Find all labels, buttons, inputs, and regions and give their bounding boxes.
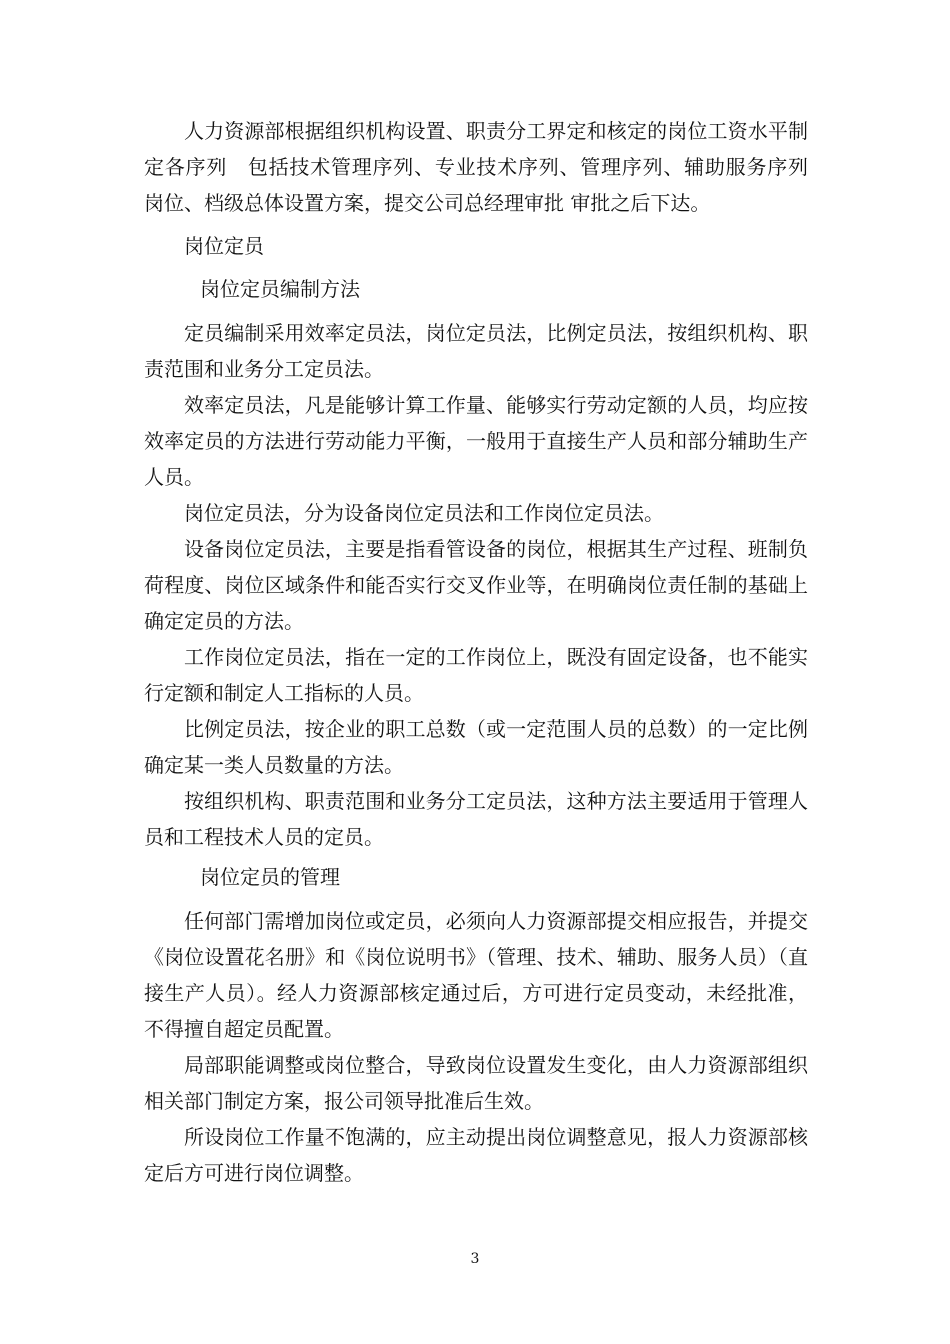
paragraph-work-position-staffing: 工作岗位定员法，指在一定的工作岗位上，既没有固定设备，也不能实行定额和制定人工指标的人员。 bbox=[144, 645, 808, 705]
paragraph-position-staffing: 岗位定员法，分为设备岗位定员法和工作岗位定员法。 bbox=[184, 501, 664, 525]
document-body bbox=[144, 113, 808, 1191]
section-heading-staffing: 岗位定员 bbox=[184, 234, 264, 258]
subsection-heading-staffing-management: 岗位定员的管理 bbox=[200, 865, 340, 889]
paragraph-equipment-position-staffing: 设备岗位定员法，主要是指看管设备的岗位，根据其生产过程、班制负荷程度、岗位区域条件和能否实行交叉作业等，在明确岗位责任制的基础上确定定员的方法。 bbox=[144, 537, 808, 633]
subsection-heading-staffing-methods: 岗位定员编制方法 bbox=[200, 277, 360, 301]
paragraph-position-setup: 人力资源部根据组织机构设置、职责分工界定和核定的岗位工资水平制定各序列 包括技术管理序列、专业技术序列、管理序列、辅助服务序列 岗位、档级总体设置方案，提交公司总经理审批 审批之后下达。 bbox=[144, 119, 808, 215]
paragraph-function-adjustment: 局部职能调整或岗位整合，导致岗位设置发生变化，由人力资源部组织相关部门制定方案，报公司领导批准后生效。 bbox=[144, 1053, 808, 1113]
paragraph-staffing-methods-overview: 定员编制采用效率定员法，岗位定员法，比例定员法，按组织机构、职责范围和业务分工定员法。 bbox=[144, 321, 808, 381]
paragraph-organization-staffing: 按组织机构、职责范围和业务分工定员法，这种方法主要适用于管理人员和工程技术人员的定员。 bbox=[144, 789, 808, 849]
paragraph-ratio-staffing: 比例定员法，按企业的职工总数（或一定范围人员的总数）的一定比例确定某一类人员数量的方法。 bbox=[144, 717, 808, 777]
paragraph-efficiency-staffing: 效率定员法，凡是能够计算工作量、能够实行劳动定额的人员，均应按效率定员的方法进行劳动能力平衡，一般用于直接生产人员和部分辅助生产人员。 bbox=[144, 393, 808, 489]
paragraph-workload-adjustment: 所设岗位工作量不饱满的，应主动提出岗位调整意见，报人力资源部核定后方可进行岗位调整。 bbox=[144, 1125, 808, 1185]
paragraph-add-position-request: 任何部门需增加岗位或定员，必须向人力资源部提交相应报告，并提交《岗位设置花名册》和《岗位说明书》（管理、技术、辅助、服务人员）（直接生产人员）。经人力资源部核定通过后，方可进行定员变动，未经批准，不得擅自超定员配置。 bbox=[144, 909, 808, 1041]
page-number: 3 bbox=[470, 1251, 480, 1267]
